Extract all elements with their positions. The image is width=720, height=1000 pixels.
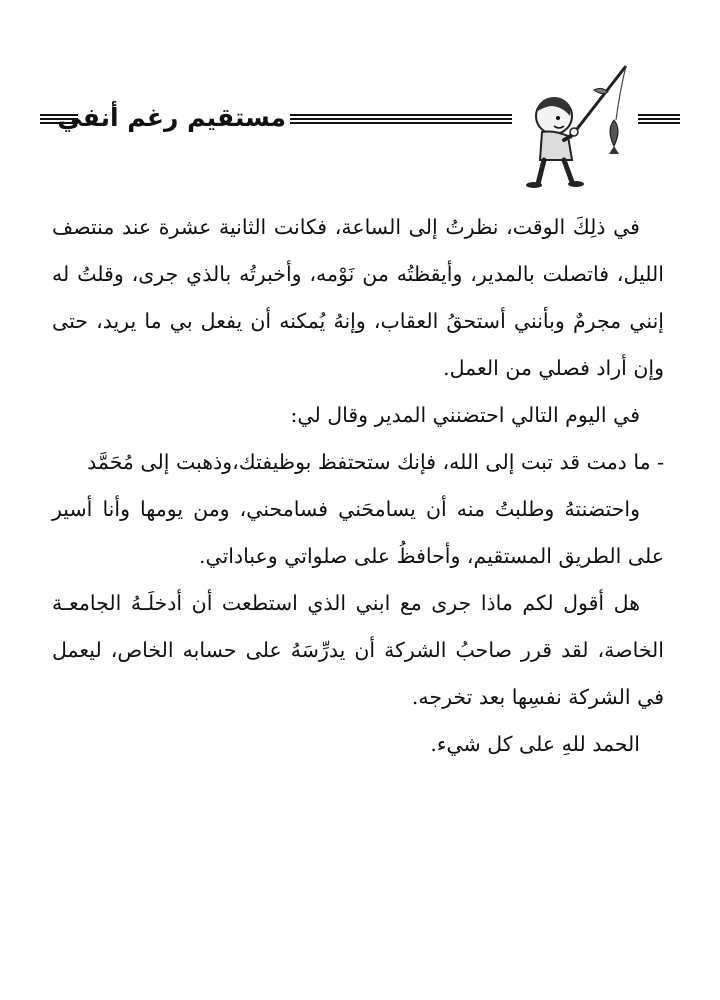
story-text [52, 204, 664, 768]
chapter-title: مستقيم رغم أنفي [57, 103, 286, 132]
boy-fishing-icon [514, 60, 638, 188]
paragraph-1: في ذلِكَ الوقت، نظرتُ إلى الساعة، فكانت الثانية عشرة عند منتصف الليل، فاتصلت بالمدير، وأيقظتُه من نَوْمه، وأخبرتُه بالذي جرى، وقلتُ له إنني مجرمٌ وبأنني أستحقُ العقاب، وإنهُ يُمكنه أن يفعل بي ما يريد، حتى وإن أراد فصلي من العمل. [52, 215, 664, 380]
paragraph-6: الحمد للهِ على كل شيء. [430, 732, 640, 756]
header-rule-right [638, 114, 680, 124]
paragraph-4: واحتضنتهُ وطلبتُ منه أن يسامحَني فسامحني، ومن يومها وأنا أسير على الطريق المستقيم، وأحافظُ على صلواتي وعباداتي. [52, 497, 664, 568]
header-rule-middle [290, 114, 512, 124]
page-header [40, 60, 680, 190]
paragraph-5: هل أقول لكم ماذا جرى مع ابني الذي استطعت أن أدخلَـهُ الجامعـة الخاصة، لقد قرر صاحبُ الشركة أن يدرِّسَهُ على حسابه الخاص، ليعمل في الشركة نفسِها بعد تخرجه. [52, 591, 664, 709]
paragraph-2: في اليوم التالي احتضنني المدير وقال لي: [290, 403, 640, 427]
paragraph-3-dialogue: - ما دمت قد تبت إلى الله، فإنك ستحتفظ بوظيفتك،وذهبت إلى مُحَمَّد [87, 450, 664, 474]
